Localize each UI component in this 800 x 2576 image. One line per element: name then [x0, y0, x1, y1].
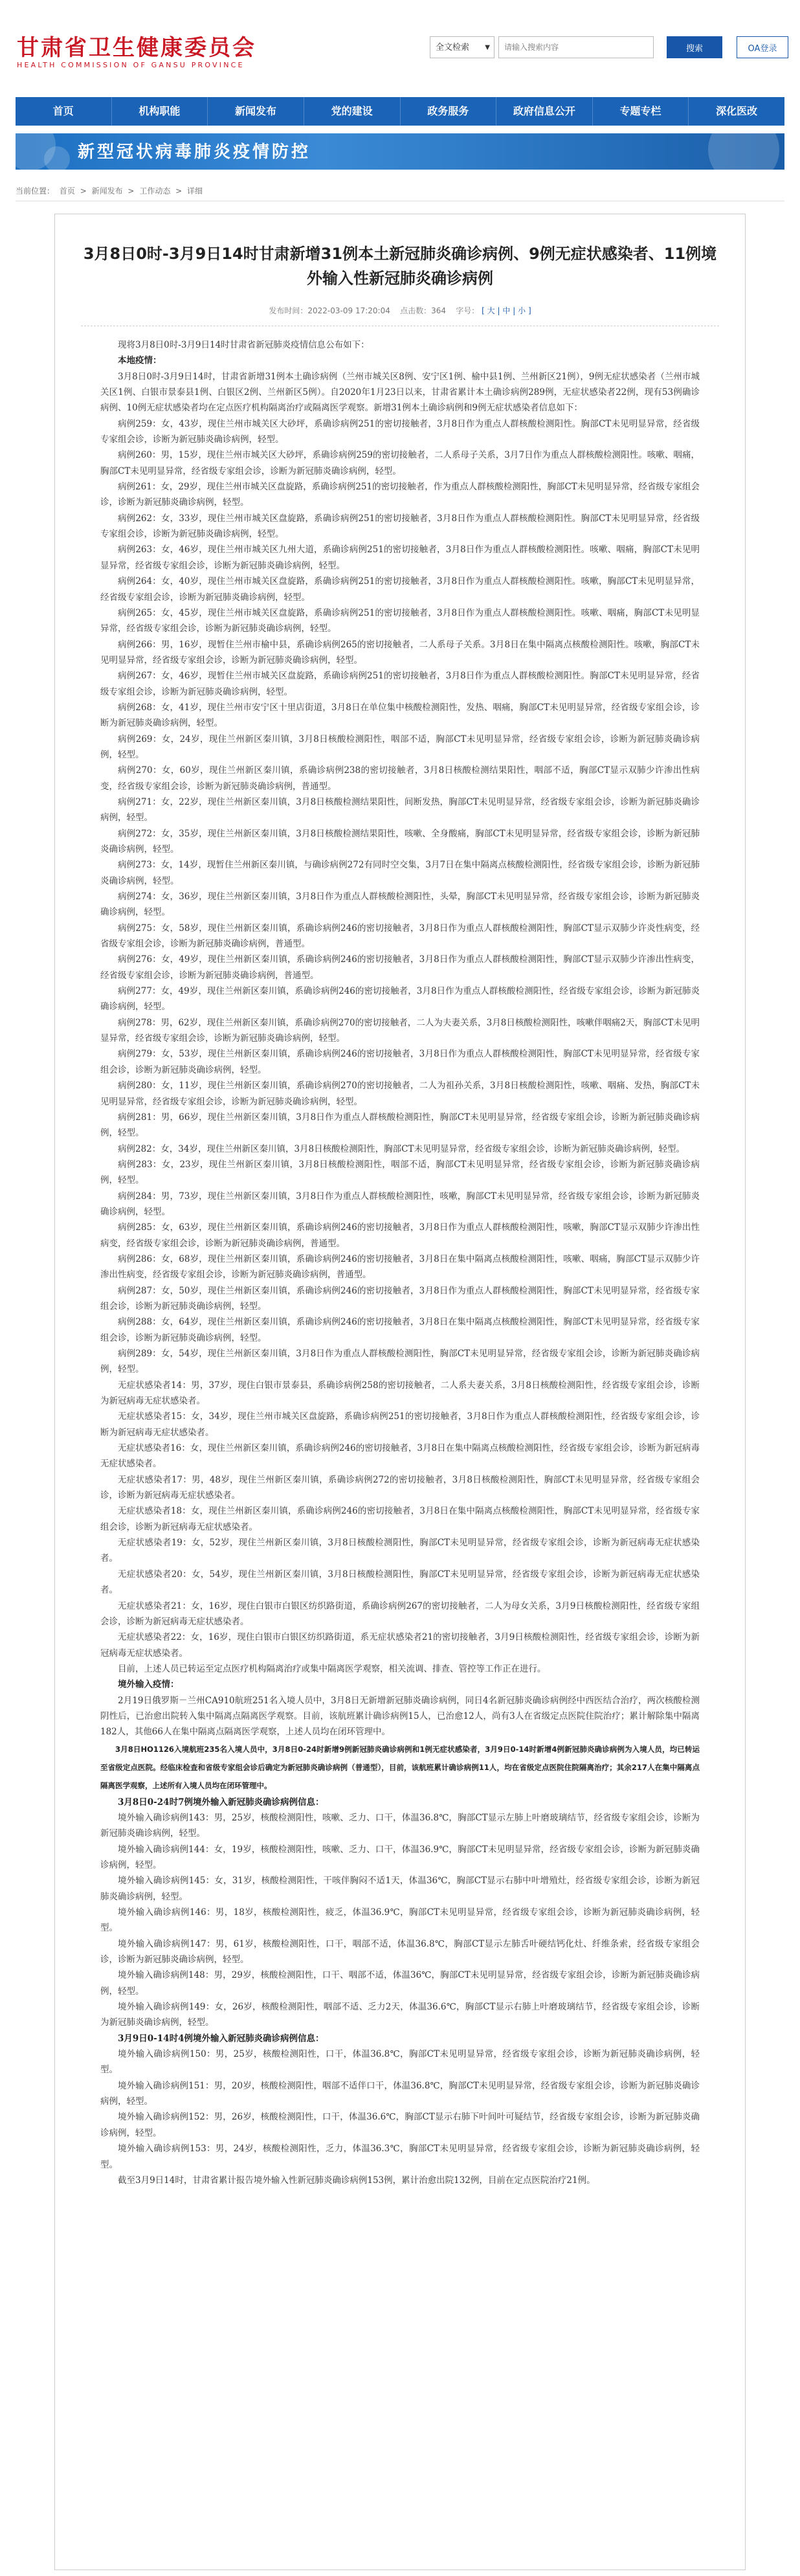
article-paragraph: 无症状感染者20：女，54岁，现住兰州新区秦川镇，3月8日核酸检测阳性，胸部CT未见明显异常，经省级专家组会诊，诊断为新冠病毒无症状感染者。	[100, 1569, 700, 1596]
article-paragraph: 病例275：女，58岁，现住兰州新区秦川镇，系确诊病例246的密切接触者，3月8日作为重点人群核酸检测阳性，胸部CT显示双肺少许炎性病变，经省级专家组会诊，诊断为新冠肺炎确诊病例，普通型。	[100, 923, 700, 950]
article-paragraph: 病例262：女，33岁，现住兰州市城关区盘旋路，系确诊病例251的密切接触者，3月8日作为重点人群核酸检测阳性。胸部CT未见明显异常，经省级专家组会诊，诊断为新冠肺炎确诊病例，轻型。	[100, 513, 700, 540]
views-count: 364	[431, 306, 447, 315]
search-input[interactable]	[498, 36, 654, 58]
article-paragraph: 病例278：男，62岁，现住兰州新区秦川镇，系确诊病例270的密切接触者，二人为夫妻关系，3月8日核酸检测阳性，咳嗽伴咽痛2天，胸部CT未见明显异常，经省级专家组会诊，诊断为新冠肺炎确诊病例，轻型。	[100, 1017, 700, 1044]
banner-title: 新型冠状病毒肺炎疫情防控	[78, 142, 311, 162]
article-paragraph: 病例274：女，36岁，现住兰州新区秦川镇，3月8日作为重点人群核酸检测阳性，头晕，胸部CT未见明显异常，经省级专家组会诊，诊断为新冠肺炎确诊病例，轻型。	[100, 891, 700, 918]
article-paragraph: 病例285：女，63岁，现住兰州新区秦川镇，系确诊病例246的密切接触者，3月8日作为重点人群核酸检测阳性，咳嗽，胸部CT显示双肺少许渗出性病变，经省级专家组会诊，诊断为新冠肺炎确诊病例，普通型。	[100, 1222, 700, 1249]
article-paragraph: 境外输入确诊病例148：男，29岁，核酸检测阳性，口干、咽部不适，体温36℃，胸部CT未见明显异常，经省级专家组会诊，诊断为新冠肺炎确诊病例，轻型。	[100, 1970, 700, 1997]
site-logo-subtitle: HEALTH COMMISSION OF GANSU PROVINCE	[17, 61, 245, 69]
font-size-label: 字号：	[456, 306, 480, 315]
breadcrumb-item[interactable]: 工作动态	[139, 186, 171, 196]
search-scope-label: 全文检索	[436, 43, 470, 52]
article-paragraph: 目前，上述人员已转运至定点医疗机构隔离治疗或集中隔离医学观察，相关流调、排查、管控等工作正在进行。	[118, 1663, 546, 1674]
section-heading: 3月8日0-24时7例境外输入新冠肺炎确诊病例信息：	[118, 1797, 324, 1808]
breadcrumb-item[interactable]: 新闻发布	[91, 186, 123, 196]
article-paragraph: 病例270：女，60岁，现住兰州新区秦川镇，系确诊病例238的密切接触者，3月8日核酸检测结果阳性，咽部不适，胸部CT显示双肺少许渗出性病变，经省级专家组会诊，诊断为新冠肺炎确诊病例，普通型。	[100, 765, 700, 792]
publish-time: 2022-03-09 17:20:04	[307, 306, 390, 315]
article-paragraph: 病例261：女，29岁，现住兰州市城关区盘旋路，系确诊病例251的密切接触者，作为重点人群核酸检测阳性，胸部CT未见明显异常，经省级专家组会诊，诊断为新冠肺炎确诊病例，轻型。	[100, 482, 700, 508]
article-paragraph: 病例277：女，49岁，现住兰州新区秦川镇，系确诊病例246的密切接触者，3月8日作为重点人群核酸检测阳性，经省级专家组会诊，诊断为新冠肺炎确诊病例，轻型。	[100, 986, 700, 1013]
article-paragraph: 病例279：女，53岁，现住兰州新区秦川镇，系确诊病例246的密切接触者，3月8日作为重点人群核酸检测阳性，胸部CT未见明显异常，经省级专家组会诊，诊断为新冠肺炎确诊病例，轻型。	[100, 1049, 700, 1075]
nav-item-reform[interactable]: 深化医改	[716, 105, 758, 117]
article-paragraph: 病例284：男，73岁，现住兰州新区秦川镇，3月8日作为重点人群核酸检测阳性，咳嗽，胸部CT未见明显异常，经省级专家组会诊，诊断为新冠肺炎确诊病例，轻型。	[100, 1191, 700, 1217]
oa-login-button[interactable]: OA登录	[737, 36, 788, 58]
search-button[interactable]: 搜索	[667, 36, 722, 58]
section-heading: 3月9日0-14时4例境外输入新冠肺炎确诊病例信息：	[118, 2033, 324, 2044]
breadcrumb	[16, 181, 784, 201]
covid-banner[interactable]	[16, 133, 784, 170]
article-paragraph: 病例282：女，34岁，现住兰州新区秦川镇，3月8日核酸检测阳性，胸部CT未见明显异常，经省级专家组会诊，诊断为新冠肺炎确诊病例，轻型。	[118, 1143, 685, 1154]
article-paragraph: 无症状感染者14：男，37岁，现住白银市景泰县，系确诊病例258的密切接触者，二人系夫妻关系，3月8日核酸检测阳性，经省级专家组会诊，诊断为新冠病毒无症状感染者。	[100, 1380, 700, 1407]
article-paragraph: 病例263：女，46岁，现住兰州市城关区九州大道，系确诊病例251的密切接触者，3月8日作为重点人群核酸检测阳性。咳嗽、咽痛，胸部CT未见明显异常，经省级专家组会诊，诊断为新冠肺炎确诊病例，轻型。	[100, 544, 700, 571]
nav-item-functions[interactable]: 机构职能	[112, 97, 208, 126]
article-paragraph: 现将3月8日0时-3月9日14时甘肃省新冠肺炎疫情信息公布如下：	[118, 340, 370, 350]
article-paragraph: 病例264：女，40岁，现住兰州市城关区盘旋路，系确诊病例251的密切接触者，3月8日作为重点人群核酸检测阳性。咳嗽，胸部CT未见明显异常，经省级专家组会诊，诊断为新冠肺炎确诊病例，轻型。	[100, 576, 700, 603]
article-paragraph: 无症状感染者17：男，48岁，现住兰州新区秦川镇，系确诊病例272的密切接触者，3月8日核酸检测阳性，胸部CT未见明显异常，经省级专家组会诊，诊断为新冠病毒无症状感染者。	[100, 1474, 700, 1501]
article-paragraph: 境外输入确诊病例151：男，20岁，核酸检测阳性，咽部不适伴口干，体温36.8℃，胸部CT未见明显异常，经省级专家组会诊，诊断为新冠肺炎确诊病例，轻型。	[100, 2080, 700, 2107]
article-paragraph: 病例265：女，45岁，现住兰州市城关区盘旋路，系确诊病例251的密切接触者，3月8日作为重点人群核酸检测阳性。咳嗽、咽痛，胸部CT未见明显异常，经省级专家组会诊，诊断为新冠肺炎确诊病例，轻型。	[100, 607, 700, 634]
search-scope-select[interactable]	[430, 36, 494, 58]
section-heading: 本地疫情：	[118, 355, 162, 366]
article-paragraph: 无症状感染者19：女，52岁，现住兰州新区秦川镇，3月8日核酸检测阳性，胸部CT未见明显异常，经省级专家组会诊，诊断为新冠病毒无症状感染者。	[100, 1538, 700, 1564]
article-paragraph: 无症状感染者22：女，16岁，现住白银市白银区纺织路街道，系无症状感染者21的密切接触者，3月9日核酸检测阳性，经省级专家组会诊，诊断为新冠病毒无症状感染者。	[100, 1632, 700, 1659]
main-nav	[16, 97, 784, 126]
article-title: 3月8日0时-3月9日14时甘肃新增31例本土新冠肺炎确诊病例、9例无症状感染者、11例境外输入性新冠肺炎确诊病例	[83, 245, 717, 287]
article-panel	[54, 214, 746, 2570]
article-paragraph: 病例271：女，22岁，现住兰州新区秦川镇，3月8日核酸检测结果阳性，间断发热，胸部CT未见明显异常，经省级专家组会诊，诊断为新冠肺炎确诊病例，轻型。	[100, 796, 700, 823]
chevron-down-icon: ▼	[485, 44, 490, 51]
article-paragraph: 无症状感染者18：女，现住兰州新区秦川镇，系确诊病例246的密切接触者，3月8日在集中隔离点核酸检测阳性，胸部CT未见明显异常，经省级专家组会诊，诊断为新冠病毒无症状感染者。	[100, 1506, 700, 1532]
section-heading: 境外输入疫情：	[118, 1679, 179, 1690]
article-paragraph: 病例272：女，35岁，现住兰州新区秦川镇，3月8日核酸检测结果阳性，咳嗽、全身酸痛，胸部CT未见明显异常，经省级专家组会诊，诊断为新冠肺炎确诊病例，轻型。	[100, 828, 700, 855]
article-paragraph: 境外输入确诊病例147：男，61岁，核酸检测阳性，口干，咽部不适，体温36.8℃，胸部CT显示左肺舌叶硬结钙化灶、纤维条索，经省级专家组会诊，诊断为新冠肺炎确诊病例，轻型。	[100, 1938, 700, 1966]
nav-item-topics[interactable]: 专题专栏	[593, 97, 689, 126]
article-paragraph: 境外输入确诊病例146：男，18岁，核酸检测阳性，疲乏，体温36.9℃，胸部CT未见明显异常，经省级专家组会诊，诊断为新冠肺炎确诊病例，轻型。	[100, 1907, 700, 1934]
nav-item-disclosure[interactable]: 政府信息公开	[496, 97, 593, 126]
article-paragraph: 病例259：女，43岁，现住兰州市城关区大砂坪，系确诊病例251的密切接触者，3月8日作为重点人群核酸检测阳性。胸部CT未见明显异常，经省级专家组会诊，诊断为新冠肺炎确诊病例，轻型。	[100, 418, 700, 445]
article-paragraph: 病例283：女，23岁，现住兰州新区秦川镇，3月8日核酸检测阳性，咽部不适，胸部CT未见明显异常，经省级专家组会诊，诊断为新冠肺炎确诊病例，轻型。	[100, 1159, 700, 1186]
article-paragraph: 病例286：女，68岁，现住兰州新区秦川镇，系确诊病例246的密切接触者，3月8日在集中隔离点核酸检测阳性，咳嗽、咽痛，胸部CT显示双肺少许渗出性病变，经省级专家组会诊，诊断为新冠肺炎确诊病例，普通型。	[100, 1253, 700, 1281]
nav-item-services[interactable]: 政务服务	[401, 97, 497, 126]
article-paragraph: 病例276：女，49岁，现住兰州新区秦川镇，系确诊病例246的密切接触者，3月8日作为重点人群核酸检测阳性，胸部CT显示双肺少许渗出性病变，经省级专家组会诊，诊断为新冠肺炎确诊病例，普通型。	[100, 954, 700, 981]
article-body	[100, 337, 700, 2188]
article-paragraph: 病例280：女，11岁，现住兰州新区秦川镇，系确诊病例270的密切接触者，二人为祖孙关系，3月8日核酸检测阳性，咳嗽、咽痛、发热，胸部CT未见明显异常，经省级专家组会诊，诊断为新冠肺炎确诊病例，轻型。	[100, 1081, 700, 1107]
nav-item-home[interactable]: 首页	[16, 97, 112, 126]
breadcrumb-separator: >	[80, 186, 87, 196]
font-size-medium[interactable]: 中	[502, 306, 511, 315]
font-size-small[interactable]: 小	[518, 306, 526, 315]
breadcrumb-item: 详细	[187, 186, 203, 196]
virus-right-icon	[708, 133, 779, 170]
article-paragraph: 截至3月9日14时，甘肃省累计报告境外输入性新冠肺炎确诊病例153例，累计治愈出院132例，目前在定点医院治疗21例。	[118, 2175, 595, 2186]
article-paragraph: 病例269：女，24岁，现住兰州新区秦川镇，3月8日核酸检测阳性，咽部不适，胸部CT未见明显异常，经省级专家组会诊，诊断为新冠肺炎确诊病例，轻型。	[100, 734, 700, 760]
font-size-large[interactable]: 大	[487, 306, 495, 315]
article-meta: 发布时间：2022-03-09 17:20:04 点击数：364 字号： [ 大 | 中 | 小 ]	[269, 306, 531, 315]
article-paragraph: 境外输入确诊病例145：女，31岁，核酸检测阳性，干咳伴胸闷不适1天，体温36℃，胸部CT显示右肺中叶增殖灶，经省级专家组会诊，诊断为新冠肺炎确诊病例，轻型。	[100, 1876, 700, 1902]
views-label: 点击数：	[400, 306, 432, 315]
article-paragraph: 2月19日俄罗斯－兰州CA910航班251名入境人员中，3月8日无新增新冠肺炎确诊病例，同日4名新冠肺炎确诊病例经中西医结合治疗，两次核酸检测阴性后，已治愈出院转入集中隔离点隔离医学观察。目前，该航班累计确诊病例15人，已治愈12人，尚有3人在省级定点医院住院治疗；累计解除集中隔离182人，其他66人在集中隔离点隔离医学观察，上述人员均在闭环管理中。	[100, 1695, 700, 1738]
article-paragraph: 境外输入确诊病例152：男，26岁，核酸检测阳性，口干，体温36.6℃，胸部CT显示右肺下叶间叶可疑结节，经省级专家组会诊，诊断为新冠肺炎确诊病例，轻型。	[100, 2112, 700, 2138]
nav-item-news[interactable]: 新闻发布	[208, 97, 304, 126]
article-paragraph: 无症状感染者16：女，现住兰州新区秦川镇，系确诊病例246的密切接触者，3月8日在集中隔离点核酸检测阳性，经省级专家组会诊，诊断为新冠病毒无症状感染者。	[100, 1443, 700, 1470]
article-paragraph: 病例273：女，14岁，现暂住兰州新区秦川镇，与确诊病例272有同时空交集，3月7日在集中隔离点核酸检测阳性，经省级专家组会诊，诊断为新冠肺炎确诊病例，轻型。	[100, 860, 700, 886]
article-paragraph: 境外输入确诊病例143：男，25岁，核酸检测阳性，咳嗽、乏力、口干，体温36.8℃，胸部CT显示左肺上叶磨玻璃结节，经省级专家组会诊，诊断为新冠肺炎确诊病例，轻型。	[100, 1812, 700, 1839]
article-paragraph: 病例288：女，64岁，现住兰州新区秦川镇，系确诊病例246的密切接触者，3月8日在集中隔离点核酸检测阳性，胸部CT未见明显异常，经省级专家组会诊，诊断为新冠肺炎确诊病例，轻型。	[100, 1317, 700, 1343]
article-paragraph: 境外输入确诊病例144：女，19岁，核酸检测阳性，咳嗽、乏力、口干，体温36.9℃，胸部CT未见明显异常，经省级专家组会诊，诊断为新冠肺炎确诊病例，轻型。	[100, 1844, 700, 1870]
article-paragraph: 无症状感染者15：女，34岁，现住兰州市城关区盘旋路，系确诊病例251的密切接触者，3月8日作为重点人群核酸检测阳性，经省级专家组会诊，诊断为新冠病毒无症状感染者。	[100, 1411, 700, 1438]
article-paragraph: 境外输入确诊病例153：男，24岁，核酸检测阳性，乏力，体温36.3℃，胸部CT未见明显异常，经省级专家组会诊，诊断为新冠肺炎确诊病例，轻型。	[100, 2144, 700, 2170]
notice-paragraph: 3月8日HO1126入境航班235名入境人员中，3月8日0-24时新增9例新冠肺炎确诊病例和1例无症状感染者，3月9日0-14时新增4例新冠肺炎确诊病例为入境人员，均已转运至省级定点医院。经临床检查和省级专家组会诊后确定为新冠肺炎确诊病例（普通型），目前，该航班累计确诊病例11人，均在省级定点医院住院隔离治疗；其余217人在集中隔离点隔离医学观察，上述所有入境人员均在闭环管理中。	[100, 1744, 700, 1790]
breadcrumb-label: 当前位置：	[16, 186, 55, 196]
breadcrumb-separator: >	[128, 186, 135, 196]
article-paragraph: 病例268：女，41岁，现住兰州市安宁区十里店街道，3月8日在单位集中核酸检测阳性，发热、咽痛，胸部CT未见明显异常，经省级专家组会诊，诊断为新冠肺炎确诊病例，轻型。	[100, 702, 700, 729]
article-paragraph: 境外输入确诊病例149：女，26岁，核酸检测阳性，咽部不适、乏力2天，体温36.6℃，胸部CT显示右肺上叶磨玻璃结节，经省级专家组会诊，诊断为新冠肺炎确诊病例，轻型。	[100, 2002, 700, 2028]
article-paragraph: 病例281：男，66岁，现住兰州新区秦川镇，3月8日作为重点人群核酸检测阳性，胸部CT未见明显异常，经省级专家组会诊，诊断为新冠肺炎确诊病例，轻型。	[100, 1112, 700, 1139]
article-paragraph: 无症状感染者21：女，16岁，现住白银市白银区纺织路街道，系确诊病例267的密切接触者，二人为母女关系，3月9日核酸检测阳性，经省级专家组会诊，诊断为新冠病毒无症状感染者。	[100, 1600, 700, 1627]
publish-label: 发布时间：	[269, 306, 308, 315]
article-paragraph: 境外输入确诊病例150：男，25岁，核酸检测阳性，口干，体温36.8℃，胸部CT未见明显异常，经省级专家组会诊，诊断为新冠肺炎确诊病例，轻型。	[100, 2049, 700, 2076]
article-paragraph: 病例287：女，50岁，现住兰州新区秦川镇，系确诊病例246的密切接触者，3月8日作为重点人群核酸检测阳性，胸部CT未见明显异常，经省级专家组会诊，诊断为新冠肺炎确诊病例，轻型。	[100, 1285, 700, 1312]
article-paragraph: 病例260：男，15岁，现住兰州市城关区大砂坪，系确诊病例259的密切接触者，二人系母子关系，3月7日作为重点人群核酸检测阳性。咳嗽、咽痛，胸部CT未见明显异常，经省级专家组会诊，诊断为新冠肺炎确诊病例，轻型。	[100, 450, 700, 476]
article-paragraph: 病例267：女，46岁，现暂住兰州市城关区盘旋路，系确诊病例251的密切接触者，3月8日作为重点人群核酸检测阳性。胸部CT未见明显异常，经省级专家组会诊，诊断为新冠肺炎确诊病例，轻型。	[100, 671, 700, 697]
virus-small-icon	[44, 146, 70, 170]
nav-item-party[interactable]: 党的建设	[304, 97, 401, 126]
site-logo-title[interactable]: 甘肃省卫生健康委员会	[17, 35, 256, 61]
article-paragraph: 病例289：女，54岁，现住兰州新区秦川镇，3月8日作为重点人群核酸检测阳性，胸部CT未见明显异常，经省级专家组会诊，诊断为新冠肺炎确诊病例，轻型。	[100, 1349, 700, 1375]
article-paragraph: 3月8日0时-3月9日14时，甘肃省新增31例本土确诊病例（兰州市城关区8例、安宁区1例、榆中县1例、兰州新区21例），9例无症状感染者（兰州市城关区1例、白银市景泰县1例、白银区2例、兰州新区5例）。自2020年1月23日以来，甘肃省累计本土确诊病例289例，无症状感染者22例，现有53例确诊病例、10例无症状感染者均在定点医疗机构隔离治疗或隔离医学观察。新增31例本土确诊病例和9例无症状感染者信息如下：	[100, 371, 700, 414]
breadcrumb-separator: >	[175, 186, 183, 196]
breadcrumb-item[interactable]: 首页	[59, 186, 75, 196]
site-header	[0, 0, 800, 83]
article-paragraph: 病例266：男，16岁，现暂住兰州市榆中县，系确诊病例265的密切接触者，二人系母子关系。3月8日在集中隔离点核酸检测阳性。咳嗽，胸部CT未见明显异常，经省级专家组会诊，诊断为新冠肺炎确诊病例，轻型。	[100, 639, 700, 666]
